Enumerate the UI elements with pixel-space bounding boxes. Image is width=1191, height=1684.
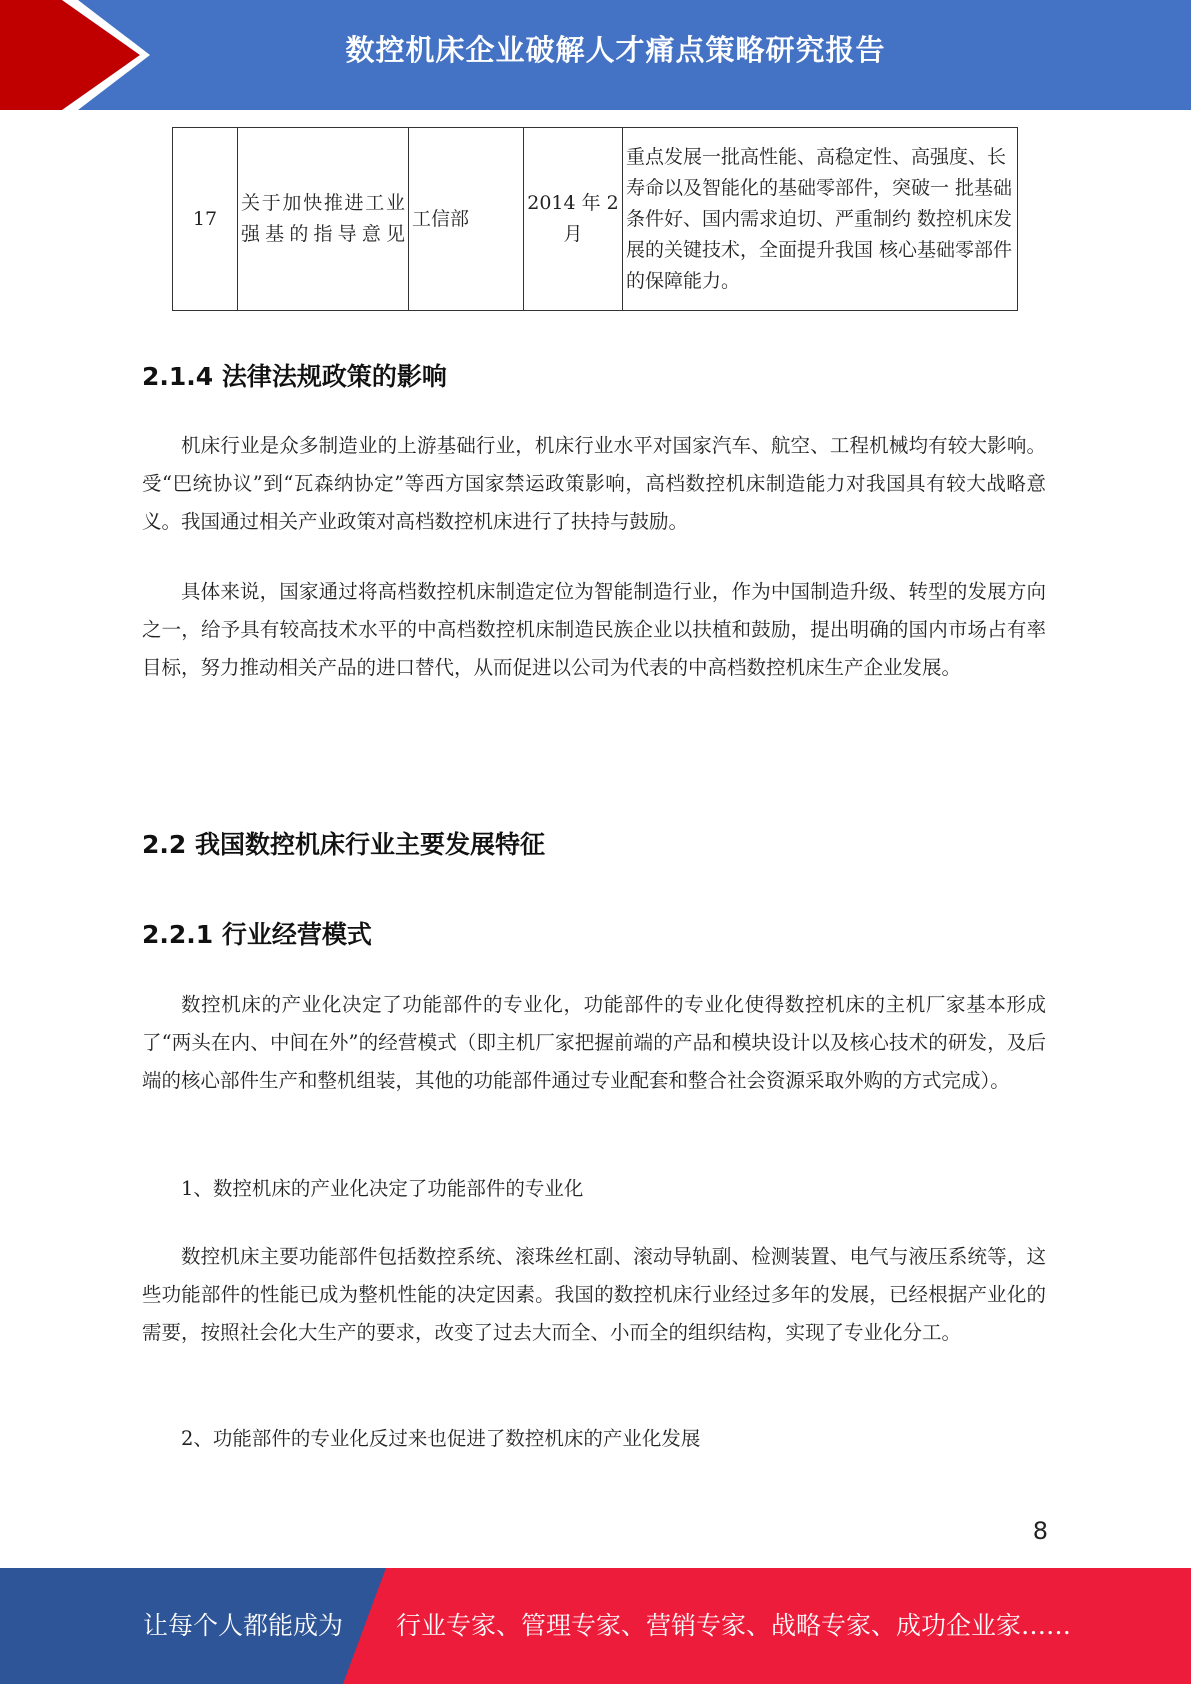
table-cell-department: 工信部	[409, 128, 524, 311]
page-footer	[0, 1568, 1191, 1684]
paragraph: 数控机床的产业化决定了功能部件的专业化，功能部件的专业化使得数控机床的主机厂家基本形成了“两头在内、中间在外”的经营模式（即主机厂家把握前端的产品和模块设计以及核心技术的研发，及后端的核心部件生产和整机组装，其他的功能部件通过专业配套和整合社会资源采取外购的方式完成）。	[142, 993, 1046, 1092]
list-item: 2、功能部件的专业化反过来也促进了数控机床的产业化发展	[181, 1427, 701, 1450]
list-item: 1、数控机床的产业化决定了功能部件的专业化	[181, 1177, 584, 1200]
page-header	[0, 0, 1191, 110]
table-cell-date: 2014 年 2 月	[524, 128, 623, 311]
section-heading-2-2: 2.2 我国数控机床行业主要发展特征	[142, 830, 545, 859]
page-number: 8	[1032, 1517, 1048, 1545]
paragraph: 数控机床主要功能部件包括数控系统、滚珠丝杠副、滚动导轨副、检测装置、电气与液压系统等，这些功能部件的性能已成为整机性能的决定因素。我国的数控机床行业经过多年的发展，已经根据产业化的需要，按照社会化大生产的要求，改变了过去大而全、小而全的组织结构，实现了专业化分工。	[142, 1245, 1046, 1344]
report-title: 数控机床企业破解人才痛点策略研究报告	[345, 33, 886, 67]
table-cell-number: 17	[173, 128, 238, 311]
section-heading-2-1-4: 2.1.4 法律法规政策的影响	[142, 362, 447, 391]
table-cell-policy-name: 关于加快推进工业强基的指导意见	[238, 128, 409, 311]
policy-table	[172, 127, 1018, 311]
section-heading-2-2-1: 2.2.1 行业经营模式	[142, 920, 372, 949]
footer-slogan-left: 让每个人都能成为	[143, 1611, 344, 1640]
paragraph: 机床行业是众多制造业的上游基础行业，机床行业水平对国家汽车、航空、工程机械均有较大影响。受“巴统协议”到“瓦森纳协定”等西方国家禁运政策影响，高档数控机床制造能力对我国具有较大战略意义。我国通过相关产业政策对高档数控机床进行了扶持与鼓励。	[142, 434, 1046, 533]
table-row	[173, 128, 1018, 311]
header-arrow-decoration	[0, 0, 150, 110]
paragraph: 具体来说，国家通过将高档数控机床制造定位为智能制造行业，作为中国制造升级、转型的发展方向之一，给予具有较高技术水平的中高档数控机床制造民族企业以扶植和鼓励，提出明确的国内市场占有率目标，努力推动相关产品的进口替代，从而促进以公司为代表的中高档数控机床生产企业发展。	[142, 580, 1046, 679]
footer-slogan-right: 行业专家、管理专家、营销专家、战略专家、成功企业家……	[396, 1611, 1072, 1640]
table-cell-content: 重点发展一批高性能、高稳定性、高强度、长寿命以及智能化的基础零部件，突破一 批基础条件好、国内需求迫切、严重制约 数控机床发展的关键技术，全面提升我国 核心基础零部件的保障能力。	[623, 128, 1018, 311]
